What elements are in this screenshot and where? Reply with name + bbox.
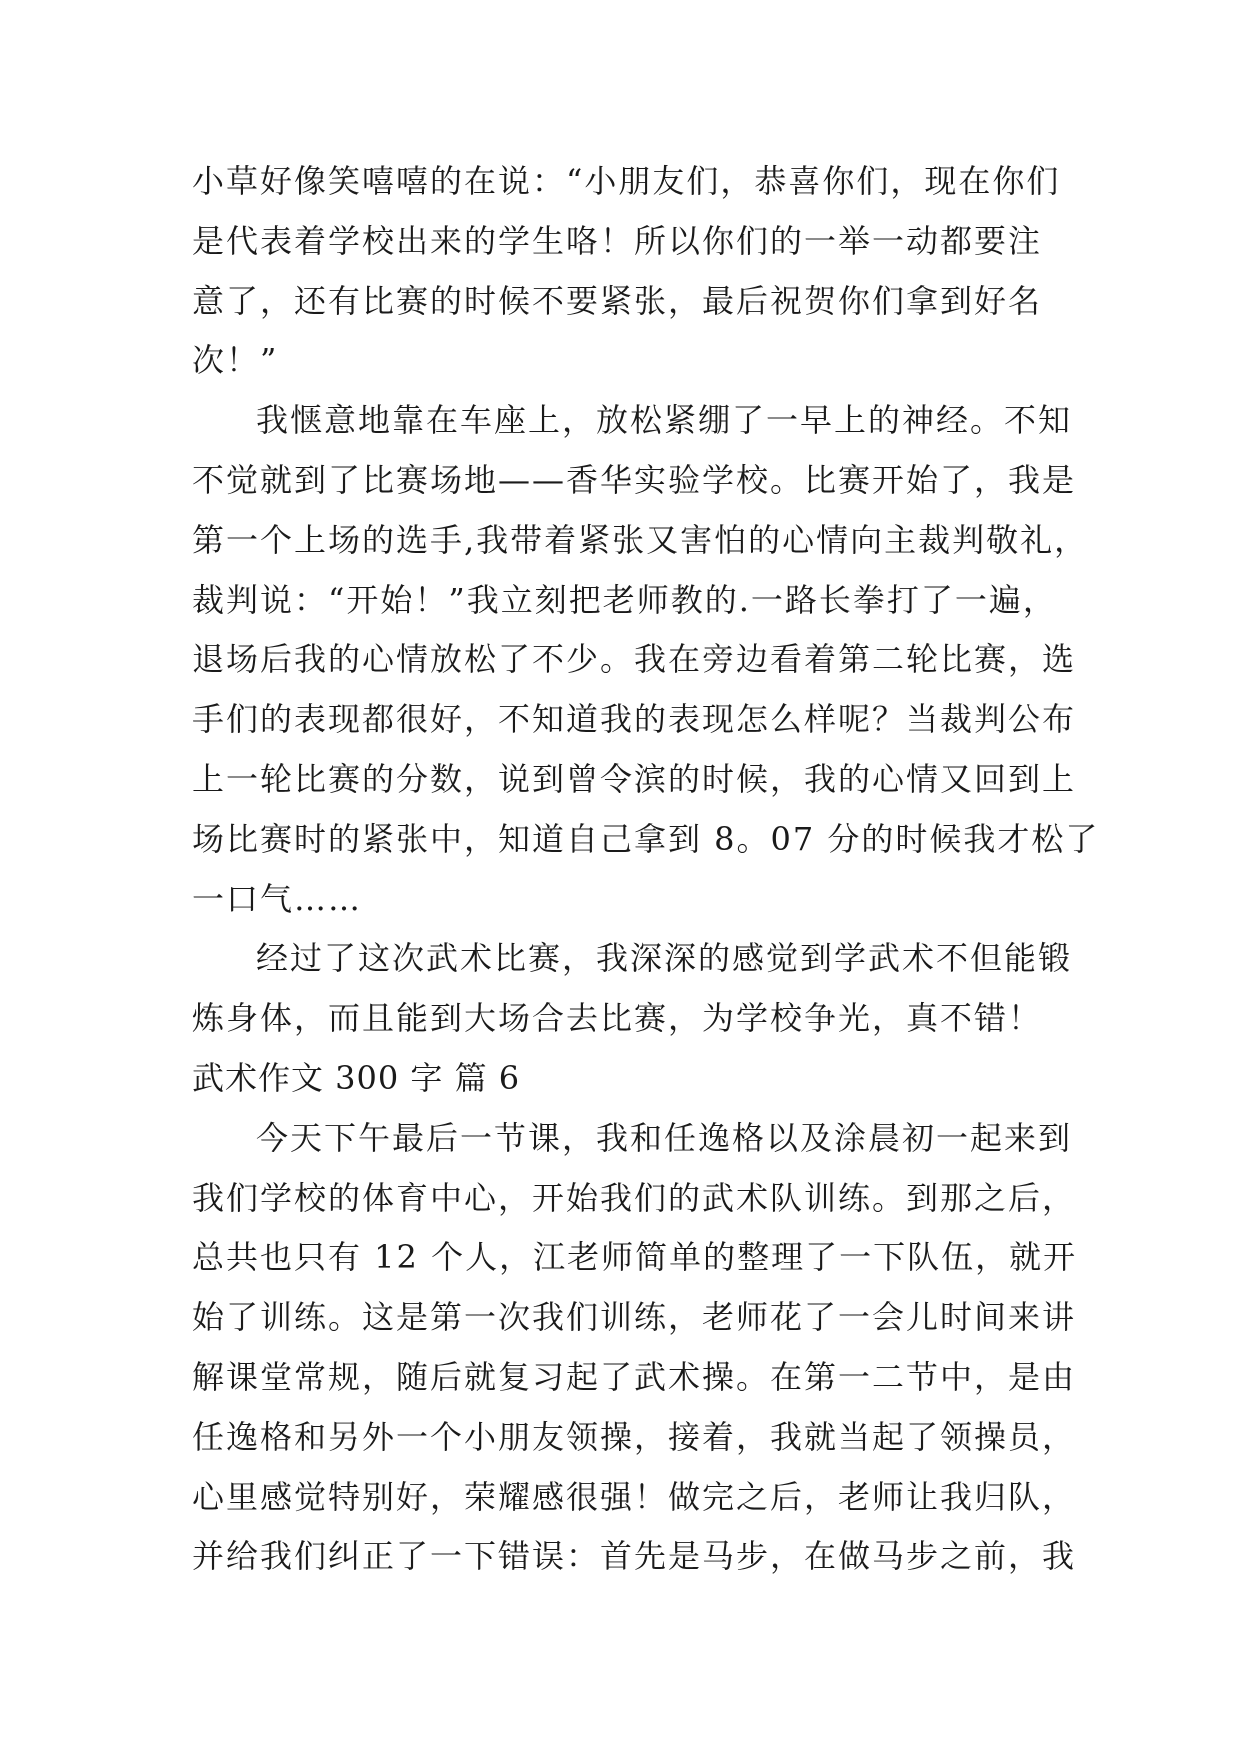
- document-body: [192, 152, 1100, 1587]
- text-line: 上一轮比赛的分数，说到曾令滨的时候，我的心情又回到上: [192, 759, 1077, 798]
- text-line: 小草好像笑嘻嘻的在说：“小朋友们，恭喜你们，现在你们: [192, 162, 1061, 200]
- text-line: 手们的表现都很好，不知道我的表现怎么样呢？当裁判公布: [192, 700, 1077, 739]
- text-line: 退场后我的心情放松了不少。我在旁边看着第二轮比赛，选: [192, 640, 1077, 679]
- paragraph-4: [192, 1109, 1078, 1587]
- text-line: 不觉就到了比赛场地——香华实验学校。比赛开始了，我是: [192, 460, 1077, 499]
- text-line: 次！”: [192, 341, 279, 380]
- heading-text: 武术作文 300 字 篇 6: [192, 1058, 521, 1097]
- text-line: 我惬意地靠在车座上，放松紧绷了一早上的神经。不知: [256, 401, 1073, 440]
- section-heading: [192, 1049, 1062, 1109]
- paragraph-2: [192, 391, 1100, 929]
- text-line: 心里感觉特别好，荣耀感很强！做完之后，老师让我归队，: [192, 1477, 1077, 1516]
- paragraph-1: [192, 152, 1062, 391]
- text-line: 第一个上场的选手,我带着紧张又害怕的心情向主裁判敬礼，: [192, 520, 1089, 559]
- text-line: 一口气……: [192, 879, 363, 918]
- text-line: 始了训练。这是第一次我们训练，老师花了一会儿时间来讲: [192, 1298, 1077, 1337]
- text-line: 我们学校的体育中心，开始我们的武术队训练。到那之后，: [192, 1178, 1077, 1217]
- text-line: 场比赛时的紧张中，知道自己拿到 8。07 分的时候我才松了: [192, 819, 1100, 858]
- text-line: 经过了这次武术比赛，我深深的感觉到学武术不但能锻: [256, 939, 1073, 978]
- text-line: 总共也只有 12 个人，江老师简单的整理了一下队伍，就开: [192, 1238, 1078, 1277]
- text-line: 裁判说：“开始！”我立刻把老师教的.一路长拳打了一遍，: [192, 580, 1057, 619]
- text-line: 是代表着学校出来的学生咯！所以你们的一举一动都要注: [192, 221, 1043, 260]
- text-line: 炼身体，而且能到大场合去比赛，为学校争光，真不错！: [192, 999, 1043, 1038]
- text-line: 意了，还有比赛的时候不要紧张，最后祝贺你们拿到好名: [192, 281, 1043, 320]
- paragraph-3: [192, 929, 1073, 1049]
- text-line: 任逸格和另外一个小朋友领操，接着，我就当起了领操员，: [192, 1417, 1077, 1456]
- text-line: 解课堂常规，随后就复习起了武术操。在第一二节中，是由: [192, 1357, 1077, 1396]
- text-line: 今天下午最后一节课，我和任逸格以及涂晨初一起来到: [256, 1118, 1073, 1157]
- text-line: 并给我们纠正了一下错误：首先是马步，在做马步之前，我: [192, 1537, 1077, 1576]
